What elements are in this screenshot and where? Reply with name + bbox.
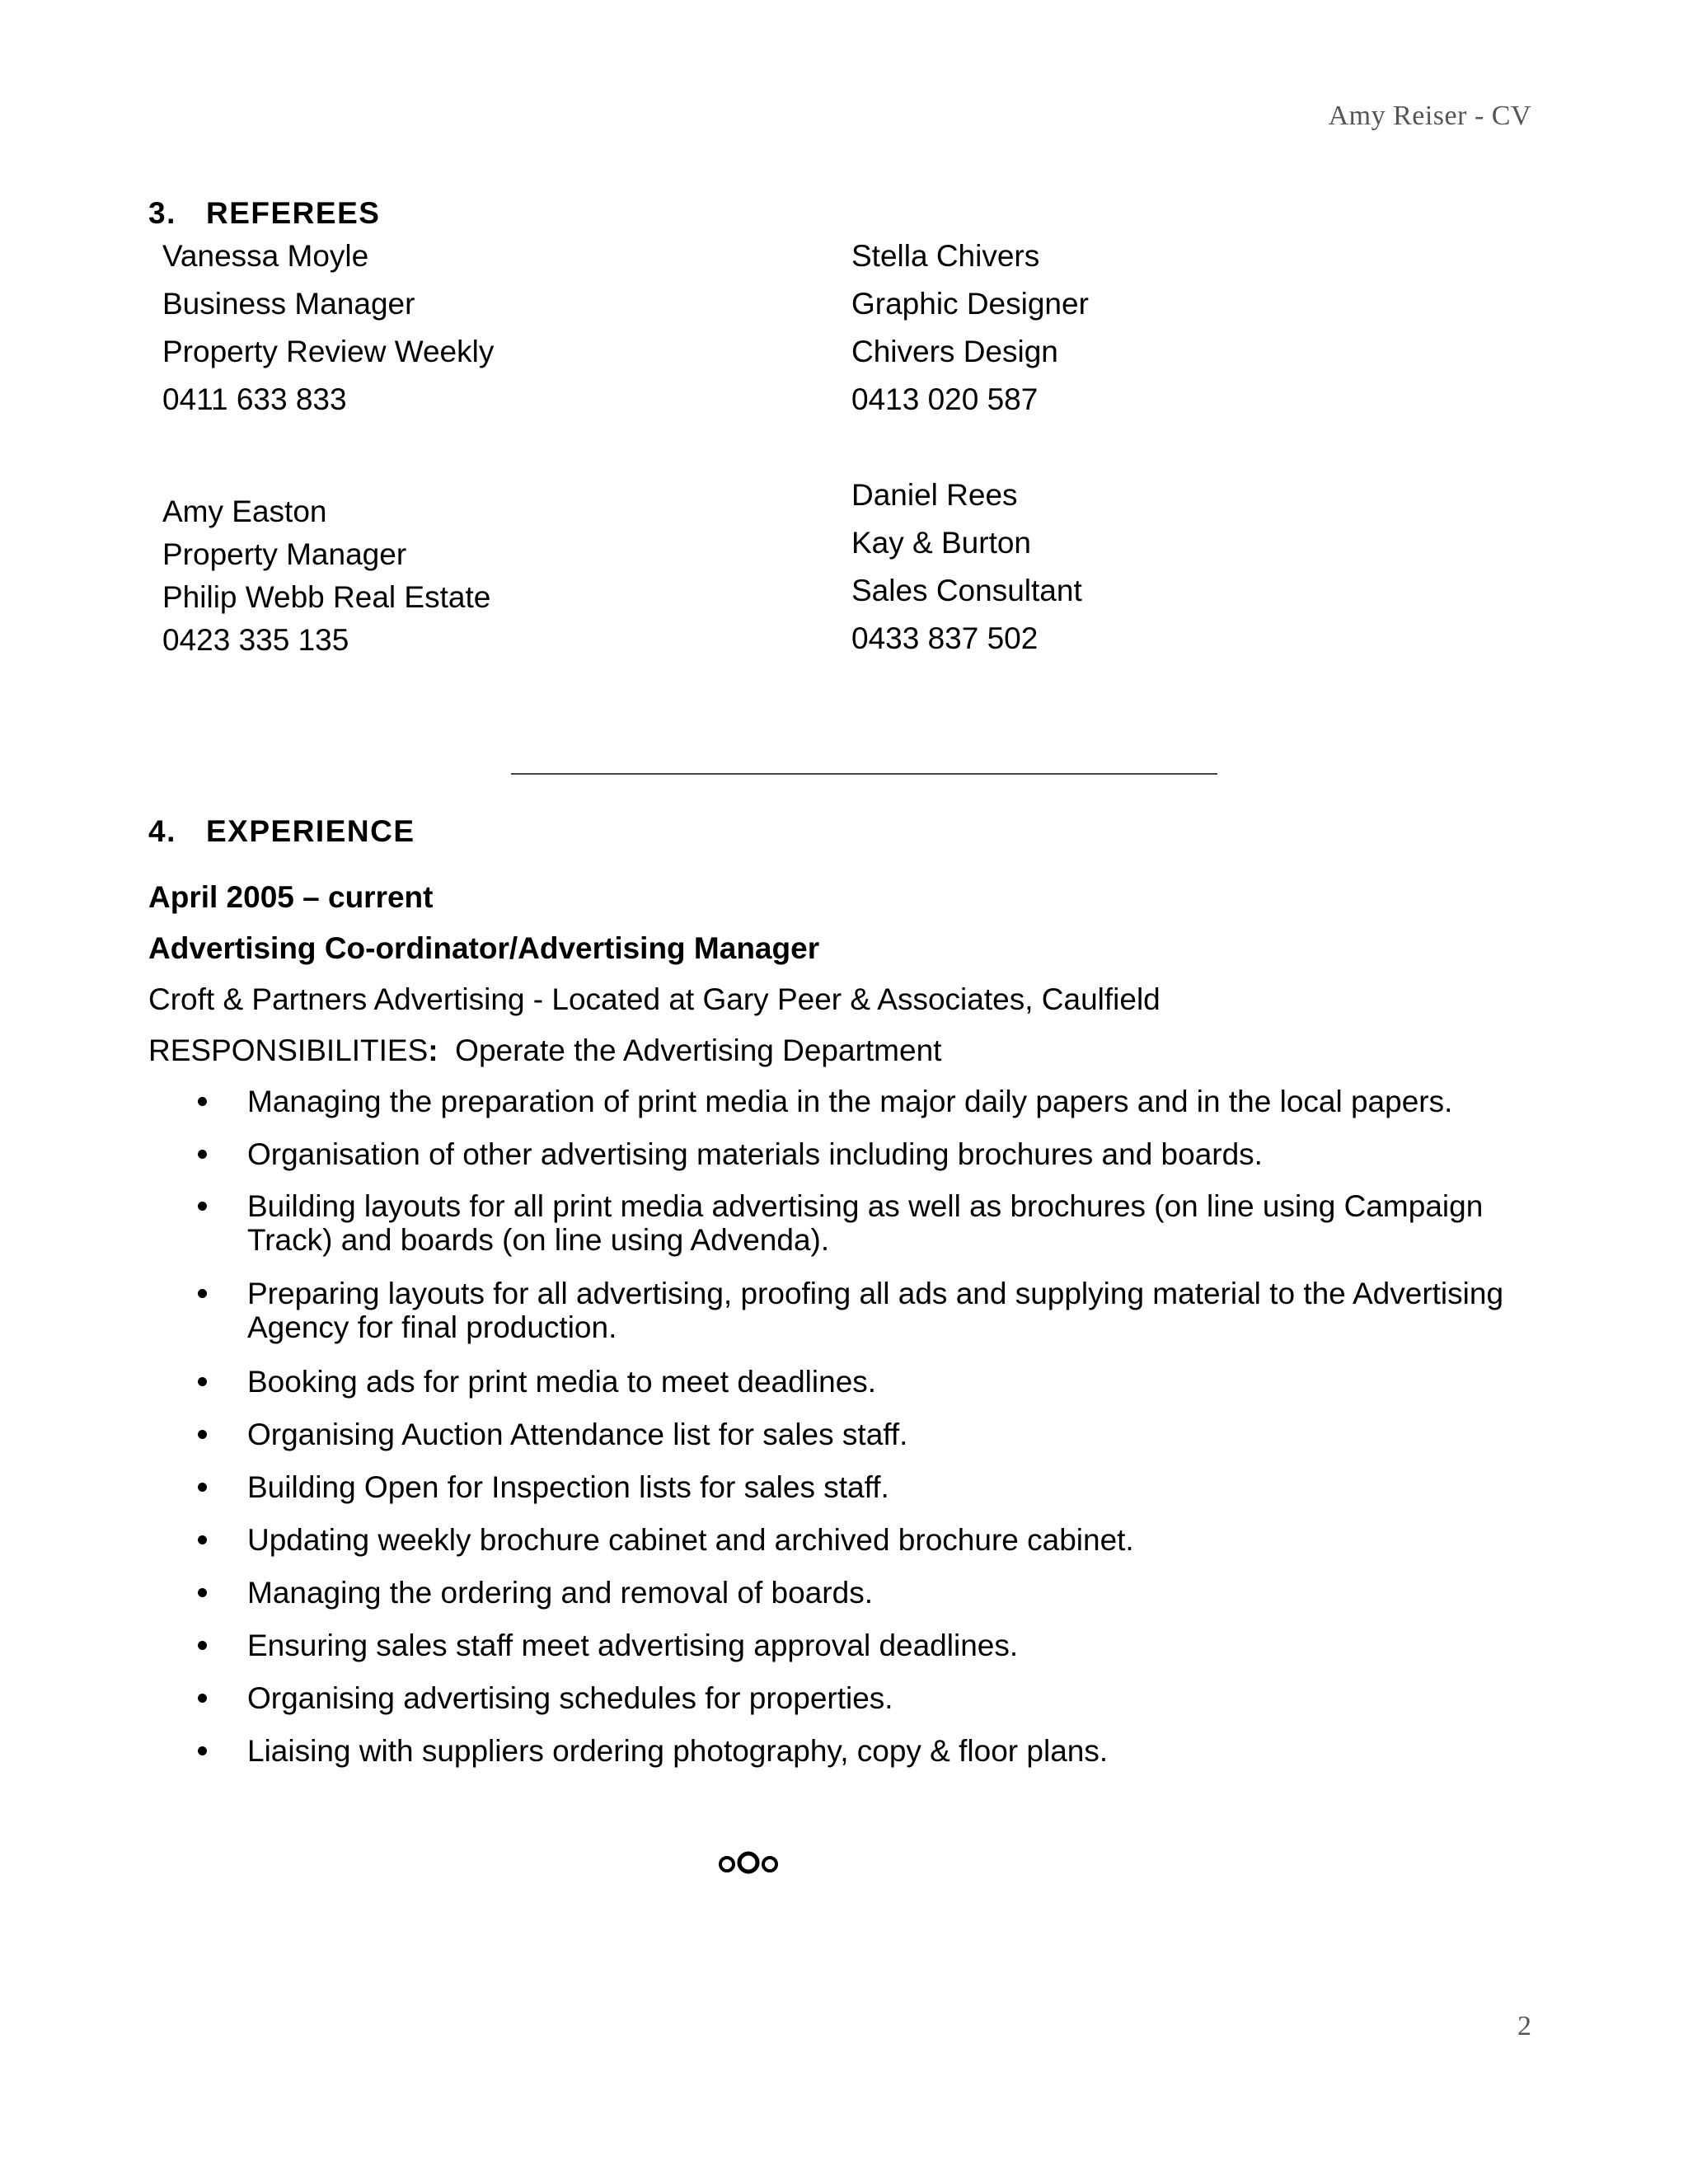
list-item-text: Managing the ordering and removal of boards. (247, 1576, 873, 1610)
bullet-icon (198, 1483, 207, 1492)
bullet-icon (198, 1377, 207, 1386)
list-item-text: Managing the preparation of print media in the major daily papers and in the local papers. (247, 1085, 1453, 1118)
three-circles-ornament-icon (714, 1846, 788, 1879)
section-number: 3. (148, 196, 176, 230)
bullet-icon (198, 1641, 207, 1650)
referee-position: Business Manager (162, 287, 415, 321)
list-item-text: Building Open for Inspection lists for sales staff. (247, 1470, 889, 1504)
referee-name: Daniel Rees (851, 478, 1018, 512)
responsibilities-summary-text: Operate the Advertising Department (455, 1033, 942, 1067)
list-item (247, 1470, 1533, 1504)
list-item (247, 1418, 1533, 1451)
referee-position: Graphic Designer (851, 287, 1089, 321)
referee-name: Stella Chivers (851, 239, 1040, 273)
referee-company: Kay & Burton (851, 526, 1032, 560)
bullet-icon (198, 1150, 207, 1159)
list-item (247, 1277, 1533, 1344)
job-date-range: April 2005 – current (148, 880, 434, 914)
bullet-icon (198, 1097, 207, 1106)
bullet-icon (198, 1202, 207, 1211)
list-item (247, 1629, 1533, 1662)
list-item (247, 1137, 1533, 1171)
list-item (247, 1734, 1533, 1768)
referee-position: Property Manager (162, 537, 407, 571)
referees-heading (148, 196, 380, 231)
referee-company: Property Review Weekly (162, 335, 495, 368)
list-item (247, 1523, 1533, 1557)
list-item (247, 1085, 1533, 1118)
list-item (247, 1576, 1533, 1610)
running-header: Amy Reiser - CV (1328, 101, 1531, 131)
bullet-icon (198, 1430, 207, 1439)
bullet-icon (198, 1588, 207, 1597)
job-responsibilities-summary (148, 1033, 941, 1068)
responsibilities-colon: : (428, 1033, 438, 1067)
bullet-icon (198, 1289, 207, 1298)
list-item-text: Updating weekly brochure cabinet and archived brochure cabinet. (247, 1523, 1134, 1557)
list-item-text: Organisation of other advertising materials including brochures and boards. (247, 1137, 1263, 1171)
referee-company: Chivers Design (851, 335, 1058, 368)
section-title: EXPERIENCE (206, 814, 415, 848)
list-item-text: Booking ads for print media to meet deadlines. (247, 1365, 877, 1399)
referee-phone: 0413 020 587 (851, 382, 1039, 416)
referee-position: Sales Consultant (851, 574, 1082, 607)
job-company: Croft & Partners Advertising - Located at Gary Peer & Associates, Caulfield (148, 982, 1160, 1016)
list-item-text: Preparing layouts for all advertising, proofing all ads and supplying material to the Advertising Agency for final production. (247, 1277, 1504, 1344)
bullet-icon (198, 1746, 207, 1755)
referee-phone: 0423 335 135 (162, 623, 349, 657)
bullet-icon (198, 1694, 207, 1703)
job-title: Advertising Co-ordinator/Advertising Manager (148, 931, 820, 965)
referee-phone: 0411 633 833 (162, 382, 347, 416)
referee-company: Philip Webb Real Estate (162, 580, 491, 614)
referee-name: Amy Easton (162, 494, 327, 528)
experience-heading (148, 814, 415, 849)
list-item-text: Organising Auction Attendance list for sales staff. (247, 1418, 908, 1451)
responsibilities-label: RESPONSIBILITIES (148, 1033, 429, 1067)
list-item-text: Building layouts for all print media advertising as well as brochures (on line using Campaign Track) and boards (on line using Advenda). (247, 1189, 1484, 1257)
section-number: 4. (148, 814, 176, 848)
list-item-text: Ensuring sales staff meet advertising approval deadlines. (247, 1629, 1019, 1662)
list-item-text: Liaising with suppliers ordering photography, copy & floor plans. (247, 1734, 1109, 1768)
section-divider (511, 773, 1217, 775)
bullet-icon (198, 1535, 207, 1544)
section-title: REFEREES (206, 196, 381, 230)
list-item (247, 1365, 1533, 1399)
list-item (247, 1189, 1533, 1257)
list-item-text: Organising advertising schedules for properties. (247, 1681, 893, 1715)
referee-name: Vanessa Moyle (162, 239, 369, 273)
list-item (247, 1681, 1533, 1715)
page-number: 2 (1517, 2011, 1531, 2041)
referee-phone: 0433 837 502 (851, 621, 1039, 655)
